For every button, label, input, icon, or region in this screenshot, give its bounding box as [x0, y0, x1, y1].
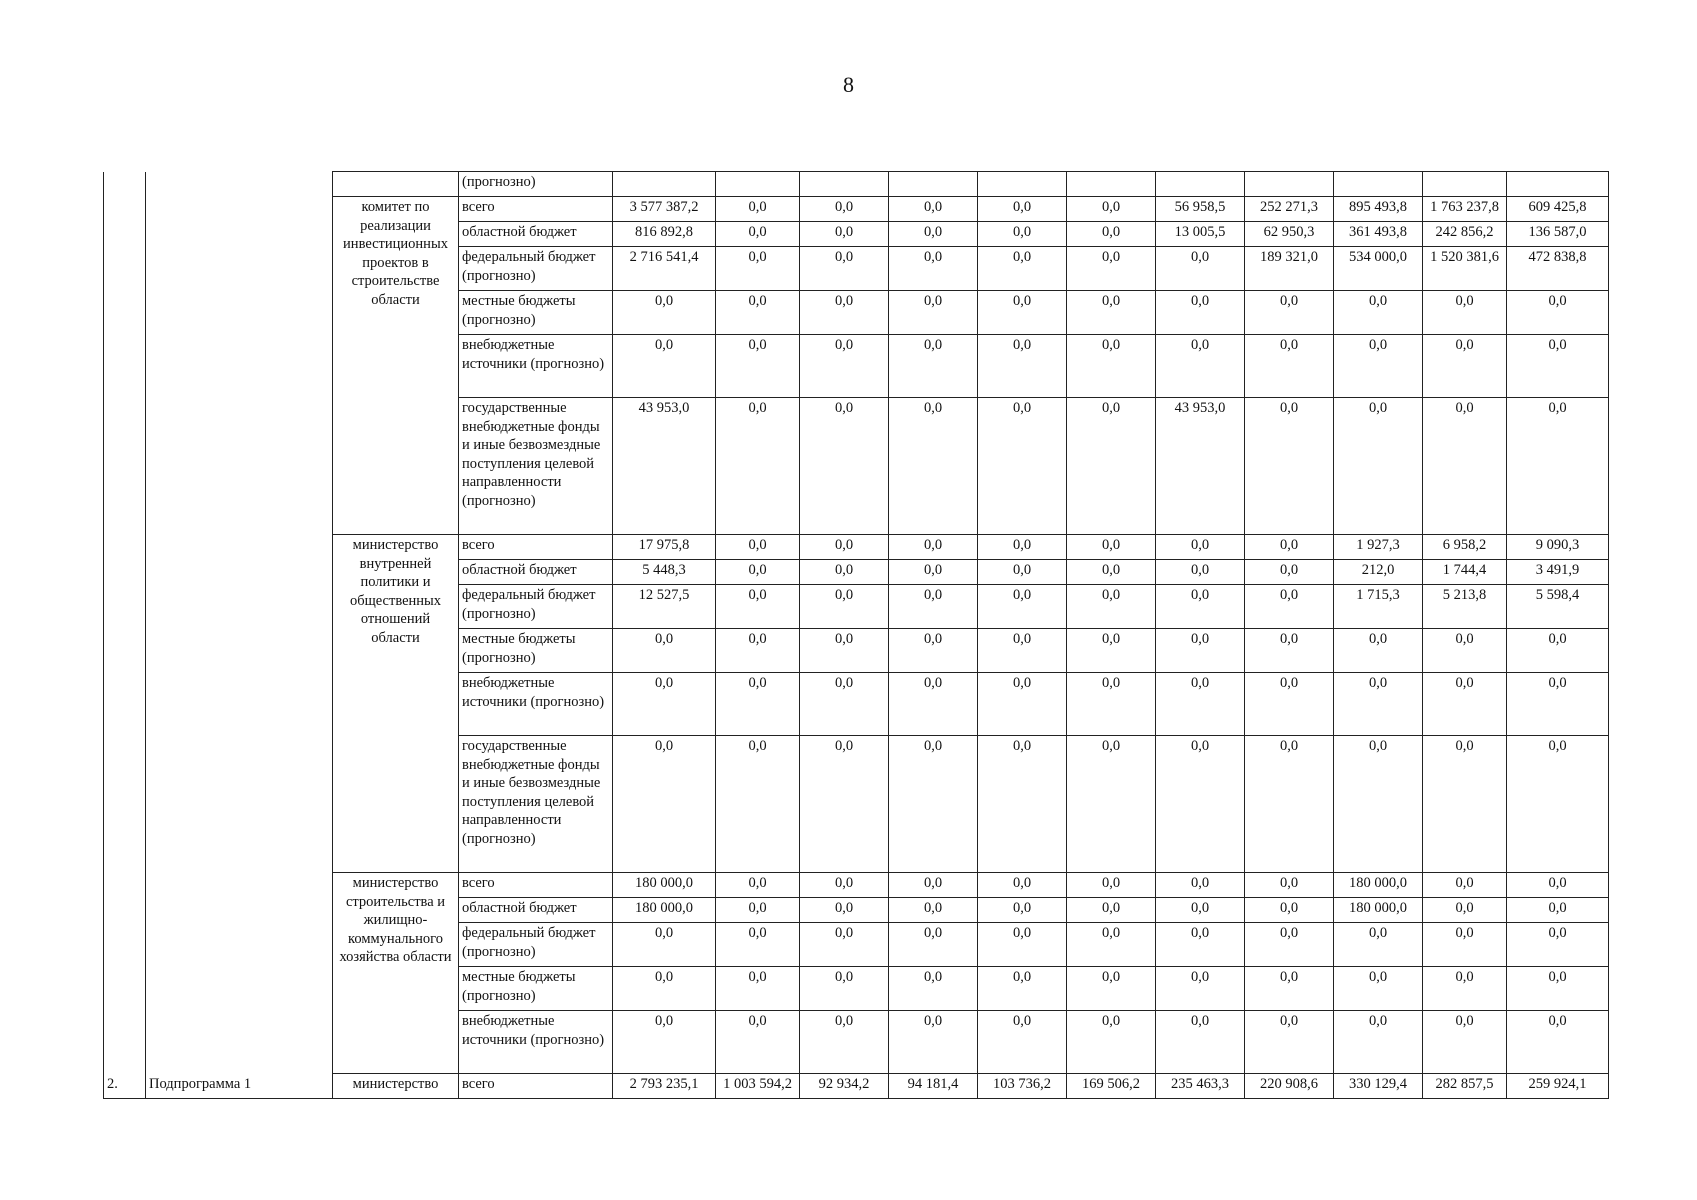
amount-cell: 0,0: [1067, 585, 1156, 629]
financing-table: [103, 171, 1609, 1099]
amount-cell: 6 958,2: [1423, 535, 1507, 560]
amount-cell: 12 527,5: [613, 585, 716, 629]
amount-cell: 0,0: [1245, 673, 1334, 736]
amount-cell: 0,0: [1156, 736, 1245, 873]
amount-cell: [1245, 172, 1334, 197]
amount-cell: 0,0: [800, 585, 889, 629]
amount-cell: 0,0: [1067, 736, 1156, 873]
amount-cell: 0,0: [1423, 898, 1507, 923]
funding-source-cell: областной бюджет: [459, 560, 613, 585]
amount-cell: 0,0: [1334, 398, 1423, 535]
table-row: [104, 923, 1609, 967]
name-column-cell: [146, 898, 333, 923]
table-row: [104, 172, 1609, 197]
amount-cell: 0,0: [716, 923, 800, 967]
amount-cell: 0,0: [800, 398, 889, 535]
amount-cell: 1 763 237,8: [1423, 197, 1507, 222]
amount-cell: 180 000,0: [1334, 898, 1423, 923]
funding-source-cell: местные бюджеты (прогнозно): [459, 291, 613, 335]
amount-cell: 0,0: [1245, 898, 1334, 923]
amount-cell: 0,0: [889, 197, 978, 222]
name-column-cell: [146, 873, 333, 898]
number-column-cell: [104, 172, 146, 197]
table-row: [104, 560, 1609, 585]
funding-source-cell: федеральный бюджет (прогнозно): [459, 585, 613, 629]
amount-cell: 0,0: [1156, 673, 1245, 736]
amount-cell: 0,0: [889, 736, 978, 873]
amount-cell: 0,0: [1423, 923, 1507, 967]
table-row: [104, 629, 1609, 673]
amount-cell: 0,0: [1245, 335, 1334, 398]
amount-cell: 0,0: [889, 560, 978, 585]
amount-cell: 13 005,5: [1156, 222, 1245, 247]
amount-cell: 0,0: [1156, 873, 1245, 898]
table-row: [104, 291, 1609, 335]
amount-cell: 0,0: [889, 673, 978, 736]
table-row: [104, 398, 1609, 535]
number-column-cell: [104, 560, 146, 585]
amount-cell: [1067, 172, 1156, 197]
amount-cell: 212,0: [1334, 560, 1423, 585]
amount-cell: 0,0: [716, 197, 800, 222]
amount-cell: 259 924,1: [1507, 1074, 1609, 1099]
amount-cell: 0,0: [889, 247, 978, 291]
number-column-cell: [104, 873, 146, 898]
amount-cell: 0,0: [716, 629, 800, 673]
amount-cell: 0,0: [1067, 535, 1156, 560]
amount-cell: 0,0: [800, 898, 889, 923]
amount-cell: 0,0: [716, 673, 800, 736]
amount-cell: 43 953,0: [1156, 398, 1245, 535]
funding-source-cell: государственные внебюджетные фонды и иные безвозмездные поступления целевой направленности (прогнозно): [459, 736, 613, 873]
amount-cell: 0,0: [800, 1011, 889, 1074]
amount-cell: 0,0: [1156, 535, 1245, 560]
amount-cell: 0,0: [1507, 923, 1609, 967]
amount-cell: 0,0: [1423, 873, 1507, 898]
table-row: [104, 967, 1609, 1011]
table-row: [104, 1074, 1609, 1099]
name-column-cell: [146, 1011, 333, 1074]
name-column-cell: [146, 560, 333, 585]
amount-cell: 0,0: [1067, 923, 1156, 967]
amount-cell: 0,0: [800, 923, 889, 967]
number-column-cell: [104, 535, 146, 560]
table-row: [104, 247, 1609, 291]
number-column-cell: [104, 291, 146, 335]
funding-source-cell: внебюджетные источники (прогнозно): [459, 673, 613, 736]
amount-cell: 0,0: [613, 335, 716, 398]
funding-source-cell: внебюджетные источники (прогнозно): [459, 1011, 613, 1074]
amount-cell: 0,0: [1334, 673, 1423, 736]
funding-source-cell: местные бюджеты (прогнозно): [459, 967, 613, 1011]
funding-source-cell: всего: [459, 535, 613, 560]
amount-cell: 0,0: [613, 736, 716, 873]
amount-cell: 0,0: [1507, 291, 1609, 335]
amount-cell: 0,0: [978, 335, 1067, 398]
name-column-cell: [146, 398, 333, 535]
amount-cell: 0,0: [716, 291, 800, 335]
amount-cell: 0,0: [1245, 923, 1334, 967]
amount-cell: 0,0: [1334, 335, 1423, 398]
amount-cell: [889, 172, 978, 197]
name-column-cell: [146, 291, 333, 335]
funding-source-cell: всего: [459, 873, 613, 898]
amount-cell: 1 715,3: [1334, 585, 1423, 629]
amount-cell: 2 716 541,4: [613, 247, 716, 291]
amount-cell: 0,0: [978, 560, 1067, 585]
amount-cell: 189 321,0: [1245, 247, 1334, 291]
name-column-cell: [146, 335, 333, 398]
amount-cell: 0,0: [1334, 967, 1423, 1011]
amount-cell: 0,0: [889, 898, 978, 923]
amount-cell: 103 736,2: [978, 1074, 1067, 1099]
amount-cell: 0,0: [978, 967, 1067, 1011]
amount-cell: 0,0: [1067, 629, 1156, 673]
amount-cell: 534 000,0: [1334, 247, 1423, 291]
funding-source-cell: всего: [459, 197, 613, 222]
amount-cell: 56 958,5: [1156, 197, 1245, 222]
amount-cell: 0,0: [978, 291, 1067, 335]
amount-cell: 0,0: [800, 247, 889, 291]
funding-source-cell: (прогнозно): [459, 172, 613, 197]
amount-cell: 0,0: [1507, 673, 1609, 736]
funding-source-cell: всего: [459, 1074, 613, 1099]
funding-source-cell: областной бюджет: [459, 222, 613, 247]
amount-cell: 242 856,2: [1423, 222, 1507, 247]
amount-cell: 0,0: [1245, 629, 1334, 673]
amount-cell: 0,0: [716, 535, 800, 560]
amount-cell: 0,0: [978, 222, 1067, 247]
number-column-cell: [104, 247, 146, 291]
number-column-cell: [104, 222, 146, 247]
amount-cell: [800, 172, 889, 197]
amount-cell: 0,0: [978, 1011, 1067, 1074]
table-row: [104, 873, 1609, 898]
amount-cell: 1 003 594,2: [716, 1074, 800, 1099]
amount-cell: [613, 172, 716, 197]
page-number: 8: [843, 72, 854, 97]
executor-cell: [333, 172, 459, 197]
funding-source-cell: федеральный бюджет (прогнозно): [459, 923, 613, 967]
amount-cell: 0,0: [1507, 1011, 1609, 1074]
amount-cell: 0,0: [613, 1011, 716, 1074]
amount-cell: 3 577 387,2: [613, 197, 716, 222]
amount-cell: 0,0: [1156, 585, 1245, 629]
amount-cell: 0,0: [1245, 585, 1334, 629]
amount-cell: 0,0: [1507, 898, 1609, 923]
amount-cell: 0,0: [889, 1011, 978, 1074]
amount-cell: 0,0: [1245, 873, 1334, 898]
amount-cell: 0,0: [1067, 222, 1156, 247]
amount-cell: 0,0: [716, 335, 800, 398]
amount-cell: [1334, 172, 1423, 197]
amount-cell: 0,0: [613, 967, 716, 1011]
amount-cell: [1156, 172, 1245, 197]
number-column-cell: [104, 1011, 146, 1074]
amount-cell: 0,0: [1423, 673, 1507, 736]
amount-cell: 0,0: [613, 629, 716, 673]
amount-cell: 0,0: [978, 247, 1067, 291]
amount-cell: 94 181,4: [889, 1074, 978, 1099]
amount-cell: 0,0: [1067, 673, 1156, 736]
amount-cell: 361 493,8: [1334, 222, 1423, 247]
amount-cell: 0,0: [889, 873, 978, 898]
amount-cell: 0,0: [1423, 398, 1507, 535]
amount-cell: 5 448,3: [613, 560, 716, 585]
number-column-cell: [104, 967, 146, 1011]
executor-cell: министерство внутренней политики и общественных отношений области: [333, 535, 459, 873]
amount-cell: 0,0: [1067, 247, 1156, 291]
amount-cell: 220 908,6: [1245, 1074, 1334, 1099]
amount-cell: 330 129,4: [1334, 1074, 1423, 1099]
amount-cell: 5 598,4: [1507, 585, 1609, 629]
amount-cell: 0,0: [716, 1011, 800, 1074]
amount-cell: 0,0: [889, 923, 978, 967]
amount-cell: 0,0: [889, 629, 978, 673]
amount-cell: 0,0: [1245, 560, 1334, 585]
amount-cell: 17 975,8: [613, 535, 716, 560]
amount-cell: 1 744,4: [1423, 560, 1507, 585]
amount-cell: 0,0: [800, 629, 889, 673]
amount-cell: 0,0: [1423, 335, 1507, 398]
table-row: [104, 1011, 1609, 1074]
amount-cell: 0,0: [1156, 967, 1245, 1011]
executor-cell: комитет по реализации инвестиционных проектов в строительстве области: [333, 197, 459, 535]
name-column-cell: [146, 967, 333, 1011]
amount-cell: 180 000,0: [1334, 873, 1423, 898]
amount-cell: [978, 172, 1067, 197]
amount-cell: 0,0: [1067, 898, 1156, 923]
amount-cell: 0,0: [1507, 398, 1609, 535]
amount-cell: 0,0: [800, 873, 889, 898]
amount-cell: [1423, 172, 1507, 197]
amount-cell: 0,0: [889, 535, 978, 560]
amount-cell: 0,0: [613, 673, 716, 736]
number-column-cell: [104, 629, 146, 673]
amount-cell: 472 838,8: [1507, 247, 1609, 291]
table-row: [104, 585, 1609, 629]
name-column-cell: [146, 197, 333, 222]
amount-cell: 1 927,3: [1334, 535, 1423, 560]
amount-cell: 0,0: [1245, 967, 1334, 1011]
name-column-cell: [146, 247, 333, 291]
amount-cell: 180 000,0: [613, 898, 716, 923]
amount-cell: 0,0: [889, 585, 978, 629]
amount-cell: 136 587,0: [1507, 222, 1609, 247]
amount-cell: 0,0: [1067, 398, 1156, 535]
amount-cell: 0,0: [1067, 873, 1156, 898]
amount-cell: 0,0: [978, 629, 1067, 673]
amount-cell: 0,0: [1245, 736, 1334, 873]
amount-cell: 0,0: [978, 873, 1067, 898]
amount-cell: 0,0: [800, 967, 889, 1011]
name-column-cell: [146, 535, 333, 560]
amount-cell: 0,0: [889, 335, 978, 398]
amount-cell: 0,0: [716, 585, 800, 629]
amount-cell: 0,0: [800, 335, 889, 398]
amount-cell: 0,0: [716, 398, 800, 535]
number-column-cell: [104, 335, 146, 398]
amount-cell: 0,0: [889, 398, 978, 535]
amount-cell: 0,0: [1334, 629, 1423, 673]
amount-cell: 0,0: [1156, 560, 1245, 585]
amount-cell: 0,0: [1156, 291, 1245, 335]
amount-cell: 92 934,2: [800, 1074, 889, 1099]
number-column-cell: [104, 673, 146, 736]
amount-cell: 3 491,9: [1507, 560, 1609, 585]
amount-cell: 0,0: [1067, 1011, 1156, 1074]
amount-cell: 235 463,3: [1156, 1074, 1245, 1099]
name-column-cell: [146, 172, 333, 197]
amount-cell: 0,0: [1423, 1011, 1507, 1074]
amount-cell: 0,0: [978, 535, 1067, 560]
amount-cell: 0,0: [1067, 967, 1156, 1011]
amount-cell: 0,0: [978, 398, 1067, 535]
table-row: [104, 898, 1609, 923]
amount-cell: 9 090,3: [1507, 535, 1609, 560]
number-column-cell: [104, 923, 146, 967]
amount-cell: 0,0: [716, 898, 800, 923]
table-row: [104, 673, 1609, 736]
number-column-cell: [104, 736, 146, 873]
amount-cell: 0,0: [1067, 291, 1156, 335]
amount-cell: 0,0: [1423, 736, 1507, 873]
amount-cell: 0,0: [800, 673, 889, 736]
amount-cell: 0,0: [1156, 629, 1245, 673]
amount-cell: 0,0: [1067, 335, 1156, 398]
amount-cell: 0,0: [613, 291, 716, 335]
number-column-cell: [104, 585, 146, 629]
amount-cell: 0,0: [1334, 736, 1423, 873]
name-column-cell: [146, 222, 333, 247]
amount-cell: 0,0: [978, 585, 1067, 629]
amount-cell: 169 506,2: [1067, 1074, 1156, 1099]
amount-cell: 0,0: [1423, 967, 1507, 1011]
amount-cell: 180 000,0: [613, 873, 716, 898]
amount-cell: 0,0: [889, 967, 978, 1011]
amount-cell: 0,0: [1156, 247, 1245, 291]
amount-cell: [1507, 172, 1609, 197]
amount-cell: 0,0: [1067, 197, 1156, 222]
amount-cell: 0,0: [1245, 535, 1334, 560]
amount-cell: 0,0: [1245, 1011, 1334, 1074]
amount-cell: 609 425,8: [1507, 197, 1609, 222]
number-column-cell: [104, 398, 146, 535]
amount-cell: 0,0: [716, 873, 800, 898]
amount-cell: 0,0: [800, 197, 889, 222]
amount-cell: 0,0: [889, 291, 978, 335]
amount-cell: 0,0: [613, 923, 716, 967]
amount-cell: 0,0: [978, 923, 1067, 967]
amount-cell: 62 950,3: [1245, 222, 1334, 247]
amount-cell: 0,0: [1423, 291, 1507, 335]
amount-cell: 0,0: [800, 736, 889, 873]
amount-cell: 0,0: [716, 560, 800, 585]
funding-source-cell: государственные внебюджетные фонды и иные безвозмездные поступления целевой направленности (прогнозно): [459, 398, 613, 535]
amount-cell: 0,0: [716, 222, 800, 247]
amount-cell: 0,0: [978, 898, 1067, 923]
amount-cell: 5 213,8: [1423, 585, 1507, 629]
amount-cell: 0,0: [1507, 335, 1609, 398]
amount-cell: 0,0: [1507, 873, 1609, 898]
subprogram-name-cell: Подпрограмма 1: [146, 1074, 333, 1099]
name-column-cell: [146, 629, 333, 673]
amount-cell: 895 493,8: [1334, 197, 1423, 222]
row-number-cell: 2.: [104, 1074, 146, 1099]
amount-cell: 0,0: [1507, 736, 1609, 873]
number-column-cell: [104, 197, 146, 222]
funding-source-cell: областной бюджет: [459, 898, 613, 923]
funding-source-cell: внебюджетные источники (прогнозно): [459, 335, 613, 398]
amount-cell: 0,0: [1334, 1011, 1423, 1074]
table-row: [104, 222, 1609, 247]
name-column-cell: [146, 923, 333, 967]
table-row: [104, 335, 1609, 398]
amount-cell: 0,0: [1245, 398, 1334, 535]
amount-cell: 0,0: [800, 560, 889, 585]
funding-source-cell: местные бюджеты (прогнозно): [459, 629, 613, 673]
amount-cell: 0,0: [1507, 629, 1609, 673]
table-body: [104, 172, 1609, 1099]
amount-cell: 2 793 235,1: [613, 1074, 716, 1099]
number-column-cell: [104, 898, 146, 923]
amount-cell: 0,0: [1334, 923, 1423, 967]
table-row: [104, 535, 1609, 560]
amount-cell: 43 953,0: [613, 398, 716, 535]
amount-cell: 0,0: [1334, 291, 1423, 335]
amount-cell: 0,0: [716, 736, 800, 873]
name-column-cell: [146, 673, 333, 736]
amount-cell: 0,0: [1507, 967, 1609, 1011]
amount-cell: 0,0: [1423, 629, 1507, 673]
name-column-cell: [146, 585, 333, 629]
amount-cell: 252 271,3: [1245, 197, 1334, 222]
amount-cell: 0,0: [800, 535, 889, 560]
amount-cell: 0,0: [716, 247, 800, 291]
amount-cell: [716, 172, 800, 197]
amount-cell: 0,0: [1156, 898, 1245, 923]
executor-cell: министерство: [333, 1074, 459, 1099]
amount-cell: 0,0: [800, 222, 889, 247]
funding-source-cell: федеральный бюджет (прогнозно): [459, 247, 613, 291]
amount-cell: 1 520 381,6: [1423, 247, 1507, 291]
amount-cell: 0,0: [1156, 1011, 1245, 1074]
amount-cell: 0,0: [800, 291, 889, 335]
amount-cell: 0,0: [1156, 923, 1245, 967]
table-row: [104, 197, 1609, 222]
amount-cell: 0,0: [1245, 291, 1334, 335]
amount-cell: 816 892,8: [613, 222, 716, 247]
amount-cell: 0,0: [978, 673, 1067, 736]
amount-cell: 0,0: [978, 197, 1067, 222]
amount-cell: 0,0: [1067, 560, 1156, 585]
amount-cell: 0,0: [889, 222, 978, 247]
amount-cell: 282 857,5: [1423, 1074, 1507, 1099]
executor-cell: министерство строительства и жилищно-коммунального хозяйства области: [333, 873, 459, 1074]
amount-cell: 0,0: [978, 736, 1067, 873]
table-row: [104, 736, 1609, 873]
amount-cell: 0,0: [716, 967, 800, 1011]
amount-cell: 0,0: [1156, 335, 1245, 398]
name-column-cell: [146, 736, 333, 873]
